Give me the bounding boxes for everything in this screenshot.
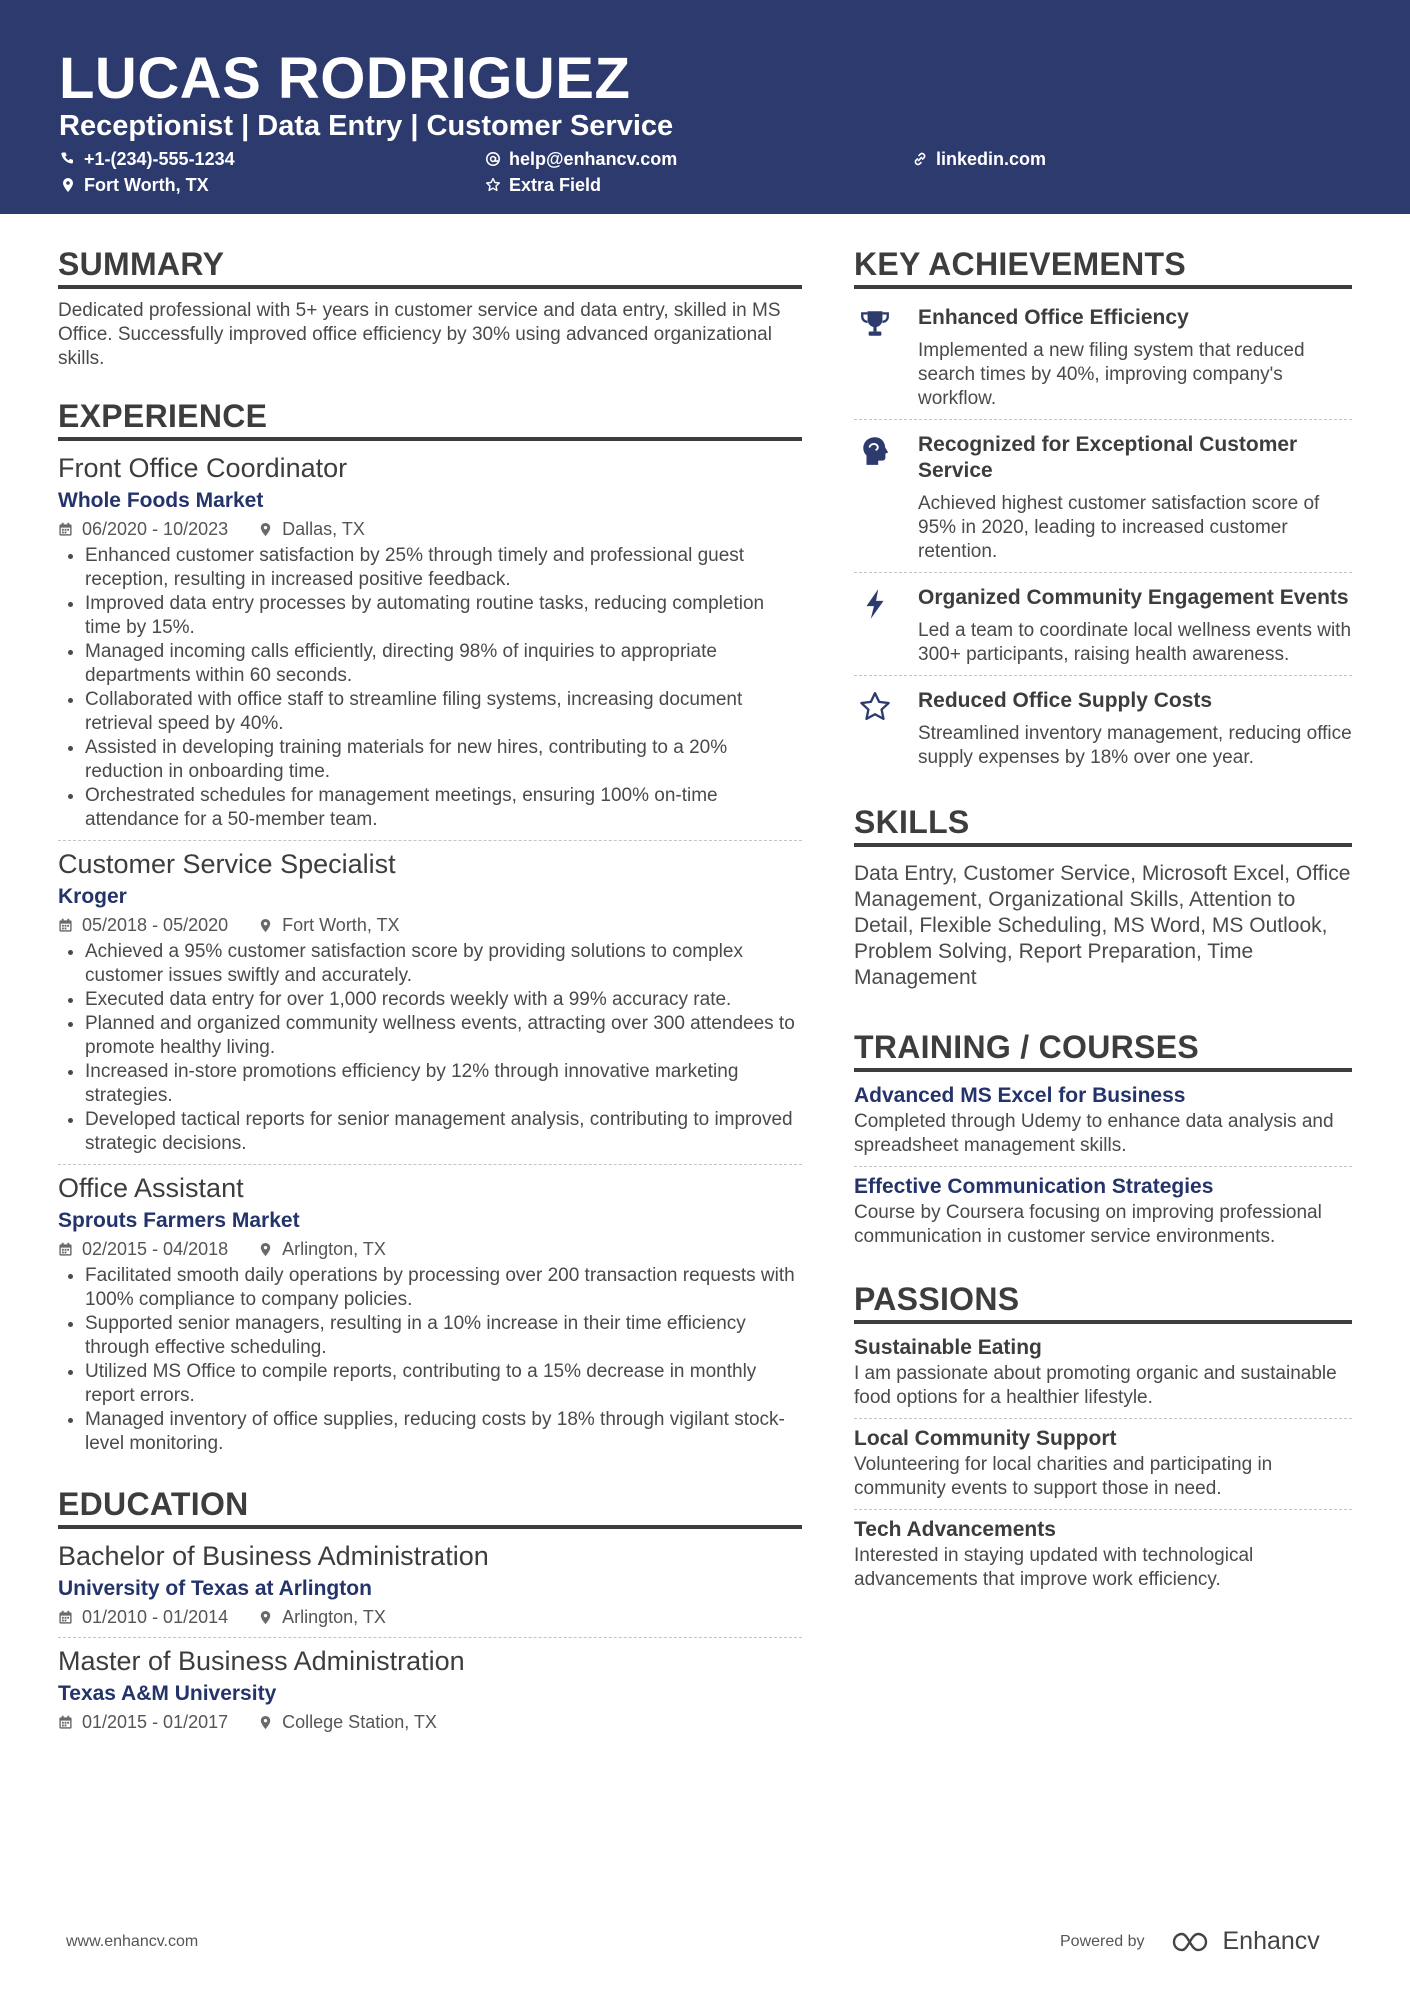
at-icon <box>485 151 501 167</box>
bullet-item: • Facilitated smooth daily operations by processing over 200 transaction requests with 100% compliance to company policies. <box>85 1264 802 1312</box>
contact-linkedin[interactable] <box>912 148 1046 170</box>
education-location: Arlington, TX <box>282 1607 386 1627</box>
location-pin-icon <box>258 1715 273 1730</box>
education-section <box>58 1484 802 1734</box>
skills-heading: SKILLS <box>854 802 1352 847</box>
education-dates: 01/2010 - 01/2014 <box>82 1607 229 1627</box>
achievement-desc: Streamlined inventory management, reducing office supply expenses by 18% over one year. <box>918 723 1352 768</box>
calendar-icon <box>58 918 73 933</box>
experience-item <box>58 847 802 1156</box>
achievement-item <box>854 579 1352 667</box>
job-title: Front Office Coordinator <box>58 453 348 483</box>
skills-section <box>854 802 1352 991</box>
achievement-title: Reduced Office Supply Costs <box>918 689 1213 712</box>
bullet-item: • Collaborated with office staff to streamline filing systems, increasing document retrieval speed by 40%. <box>85 688 802 736</box>
link-icon <box>912 151 928 167</box>
job-bullets <box>58 544 802 832</box>
resume-header <box>0 0 1410 214</box>
education-meta <box>58 1605 802 1629</box>
achievement-item <box>854 299 1352 411</box>
summary-heading: SUMMARY <box>58 244 802 289</box>
bullet-item: • Enhanced customer satisfaction by 25% through timely and professional guest reception, resulting in increased positive feedback. <box>85 544 802 592</box>
training-item <box>854 1082 1352 1158</box>
passion-desc: Volunteering for local charities and participating in community events to support those in need. <box>854 1454 1273 1499</box>
bullet-item: • Supported senior managers, resulting in a 10% increase in their time efficiency through effective scheduling. <box>85 1312 802 1360</box>
job-location: Dallas, TX <box>282 519 365 539</box>
passions-heading: PASSIONS <box>854 1279 1352 1324</box>
phone-icon <box>60 151 76 167</box>
achievements-section <box>854 244 1352 770</box>
course-desc: Course by Coursera focusing on improving professional communication in customer service environments. <box>854 1202 1322 1247</box>
bullet-item: • Managed inventory of office supplies, reducing costs by 18% through vigilant stock-level monitoring. <box>85 1408 802 1456</box>
passion-desc: I am passionate about promoting organic and sustainable food options for a healthier lifestyle. <box>854 1363 1337 1408</box>
bullet-item: • Orchestrated schedules for management meetings, ensuring 100% on-time attendance for a 50-member team. <box>85 784 802 832</box>
achievement-item <box>854 682 1352 770</box>
bullet-item: • Utilized MS Office to compile reports, contributing to a 15% decrease in monthly report errors. <box>85 1360 802 1408</box>
bullet-item: • Developed tactical reports for senior management analysis, contributing to improved strategic decisions. <box>85 1108 802 1156</box>
job-location: Fort Worth, TX <box>282 915 400 935</box>
candidate-name: LUCAS RODRIGUEZ <box>59 46 631 111</box>
school-name: University of Texas at Arlington <box>58 1577 372 1600</box>
bullet-item: • Increased in-store promotions efficiency by 12% through innovative marketing strategies. <box>85 1060 802 1108</box>
training-heading: TRAINING / COURSES <box>854 1027 1352 1072</box>
passion-item <box>854 1334 1352 1410</box>
job-bullets <box>58 940 802 1156</box>
item-divider <box>58 1637 802 1638</box>
item-divider <box>854 1166 1352 1167</box>
powered-by-label: Powered by <box>1060 1932 1145 1950</box>
job-bullets <box>58 1264 802 1456</box>
bullet-item: • Improved data entry processes by automating routine tasks, reducing completion time by 15%. <box>85 592 802 640</box>
job-meta <box>58 913 802 937</box>
left-column <box>58 244 802 1734</box>
course-desc: Completed through Udemy to enhance data analysis and spreadsheet management skills. <box>854 1111 1334 1156</box>
education-meta <box>58 1710 802 1734</box>
achievement-desc: Implemented a new filing system that reduced search times by 40%, improving company's workflow. <box>918 340 1305 409</box>
school-name: Texas A&M University <box>58 1682 277 1705</box>
summary-section <box>58 244 802 371</box>
item-divider <box>854 572 1352 573</box>
item-divider <box>854 1509 1352 1510</box>
star-icon <box>858 690 892 724</box>
company-name: Whole Foods Market <box>58 489 264 512</box>
brand-logo <box>1171 1927 1320 1956</box>
contact-phone[interactable] <box>60 148 235 170</box>
brand-name: Enhancv <box>1222 1927 1320 1955</box>
education-item <box>58 1644 802 1734</box>
summary-text: Dedicated professional with 5+ years in customer service and data entry, skilled in MS Office. Successfully improved office efficiency by 30% using advanced organizational skills. <box>58 300 781 369</box>
job-dates: 05/2018 - 05/2020 <box>82 915 229 935</box>
achievement-desc: Achieved highest customer satisfaction score of 95% in 2020, leading to increased customer retention. <box>918 493 1320 562</box>
calendar-icon <box>58 1715 73 1730</box>
job-dates: 06/2020 - 10/2023 <box>82 519 229 539</box>
education-location: College Station, TX <box>282 1712 437 1732</box>
email-text: help@enhancv.com <box>509 149 678 169</box>
location-pin-icon <box>258 1610 273 1625</box>
company-name: Sprouts Farmers Market <box>58 1209 300 1232</box>
passion-item <box>854 1425 1352 1501</box>
education-heading: EDUCATION <box>58 1484 802 1529</box>
passion-title: Tech Advancements <box>854 1518 1056 1541</box>
training-section <box>854 1027 1352 1249</box>
passion-title: Sustainable Eating <box>854 1336 1042 1359</box>
footer-website[interactable]: www.enhancv.com <box>66 1933 199 1950</box>
achievement-title: Recognized for Exceptional Customer Service <box>918 433 1298 482</box>
star-outline-icon <box>485 177 501 193</box>
achievement-title: Enhanced Office Efficiency <box>918 306 1189 329</box>
candidate-headline: Receptionist | Data Entry | Customer Service <box>59 110 674 142</box>
location-text: Fort Worth, TX <box>84 175 209 195</box>
experience-heading: EXPERIENCE <box>58 396 802 441</box>
course-title: Advanced MS Excel for Business <box>854 1084 1186 1107</box>
experience-item <box>58 451 802 832</box>
education-dates: 01/2015 - 01/2017 <box>82 1712 229 1732</box>
linkedin-text: linkedin.com <box>936 149 1047 169</box>
experience-section <box>58 396 802 1456</box>
calendar-icon <box>58 522 73 537</box>
achievement-title: Organized Community Engagement Events <box>918 586 1349 609</box>
calendar-icon <box>58 1242 73 1257</box>
education-item <box>58 1539 802 1629</box>
lightning-icon <box>858 587 892 621</box>
enhancv-logo-icon <box>1171 1929 1217 1955</box>
bullet-item: • Achieved a 95% customer satisfaction score by providing solutions to complex customer issues swiftly and accurately. <box>85 940 802 988</box>
achievements-heading: KEY ACHIEVEMENTS <box>854 244 1352 289</box>
job-title: Office Assistant <box>58 1173 244 1203</box>
head-icon <box>858 434 892 468</box>
location-pin-icon <box>258 522 273 537</box>
job-dates: 02/2015 - 04/2018 <box>82 1239 229 1259</box>
extra-field-text: Extra Field <box>509 175 602 195</box>
right-column <box>854 244 1352 1592</box>
job-title: Customer Service Specialist <box>58 849 396 879</box>
achievement-item <box>854 426 1352 564</box>
training-item <box>854 1173 1352 1249</box>
bullet-item: • Executed data entry for over 1,000 records weekly with a 99% accuracy rate. <box>85 988 802 1012</box>
location-pin-icon <box>258 918 273 933</box>
item-divider <box>58 1164 802 1165</box>
skills-text: Data Entry, Customer Service, Microsoft Excel, Office Management, Organizational Skills, Attention to Detail, Flexible Scheduling, MS Word, MS Outlook, Problem Solving, Report Preparation, Time Management <box>854 862 1351 989</box>
item-divider <box>854 419 1352 420</box>
course-title: Effective Communication Strategies <box>854 1175 1214 1198</box>
job-meta <box>58 517 802 541</box>
bullet-item: • Assisted in developing training materials for new hires, contributing to a 20% reduction in onboarding time. <box>85 736 802 784</box>
item-divider <box>58 840 802 841</box>
degree-title: Bachelor of Business Administration <box>58 1541 489 1571</box>
company-name: Kroger <box>58 885 127 908</box>
experience-item <box>58 1171 802 1456</box>
contact-extra <box>485 174 601 196</box>
footer-brand[interactable] <box>1060 1927 1320 1956</box>
bullet-item: • Managed incoming calls efficiently, directing 98% of inquiries to appropriate departments within 60 seconds. <box>85 640 802 688</box>
item-divider <box>854 1418 1352 1419</box>
calendar-icon <box>58 1610 73 1625</box>
trophy-icon <box>858 307 892 341</box>
achievement-desc: Led a team to coordinate local wellness events with 300+ participants, raising health awareness. <box>918 620 1352 665</box>
bullet-item: • Planned and organized community wellness events, attracting over 300 attendees to promote healthy living. <box>85 1012 802 1060</box>
item-divider <box>854 675 1352 676</box>
passion-title: Local Community Support <box>854 1427 1117 1450</box>
job-location: Arlington, TX <box>282 1239 386 1259</box>
phone-text: +1-(234)-555-1234 <box>84 149 235 169</box>
location-pin-icon <box>258 1242 273 1257</box>
location-pin-icon <box>60 177 76 193</box>
contact-email[interactable] <box>485 148 677 170</box>
passion-item <box>854 1516 1352 1592</box>
passions-section <box>854 1279 1352 1592</box>
passion-desc: Interested in staying updated with technological advancements that improve work efficiency. <box>854 1545 1254 1590</box>
contact-location <box>60 174 209 196</box>
degree-title: Master of Business Administration <box>58 1646 465 1676</box>
job-meta <box>58 1237 802 1261</box>
